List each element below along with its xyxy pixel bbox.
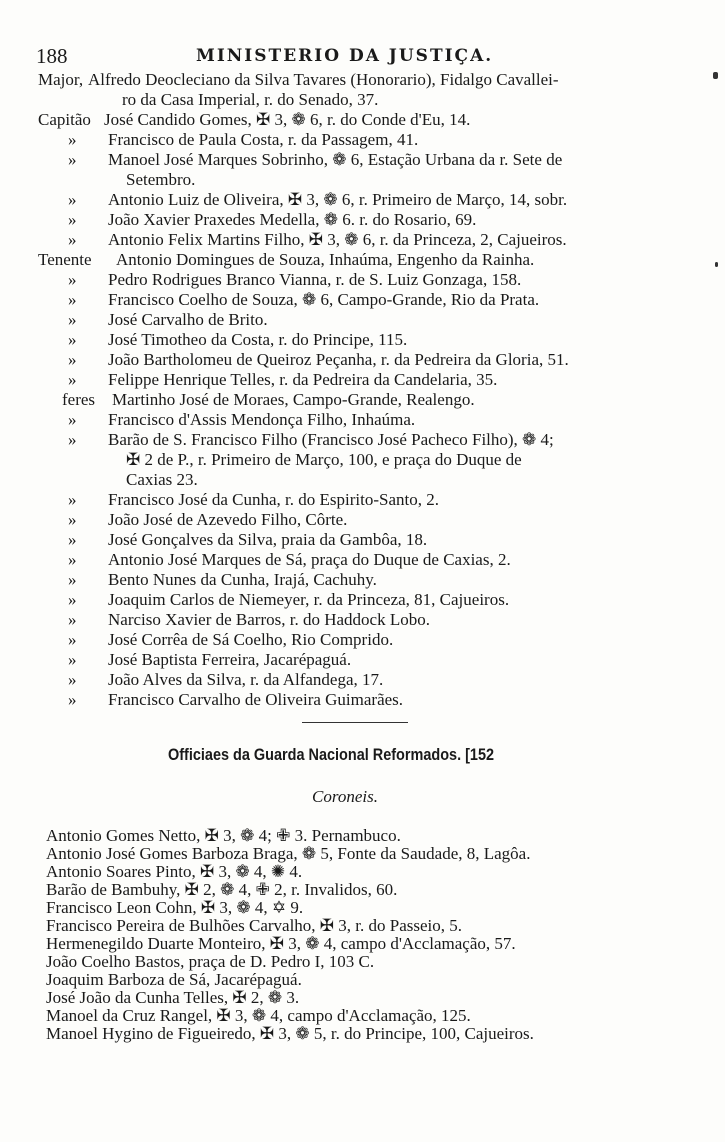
rank-label: » <box>68 550 77 569</box>
officer-entry: José Timotheo da Costa, r. do Principe, 115. <box>108 330 408 349</box>
scan-mark <box>713 72 718 79</box>
rank-label: » <box>68 410 77 429</box>
officer-entry: Barão de S. Francisco Filho (Francisco José Pacheco Filho), ❁ 4; <box>108 430 554 449</box>
coronel-entry: Manoel da Cruz Rangel, ✠ 3, ❁ 4, campo d'Acclamação, 125. <box>46 1006 471 1025</box>
officer-entry: José Corrêa de Sá Coelho, Rio Comprido. <box>108 630 394 649</box>
officer-entry: João Xavier Praxedes Medella, ❁ 6. r. do Rosario, 69. <box>108 210 477 229</box>
coronel-entry: João Coelho Bastos, praça de D. Pedro I, 103 C. <box>46 952 375 971</box>
officer-entry: Antonio José Marques de Sá, praça do Duque de Caxias, 2. <box>108 550 511 569</box>
coronel-entry: Joaquim Barboza de Sá, Jacarépaguá. <box>46 970 302 989</box>
rank-label: » <box>68 610 77 629</box>
rank-label: Capitão <box>38 110 91 129</box>
officer-entry: Francisco José da Cunha, r. do Espirito-Santo, 2. <box>108 490 439 509</box>
rank-label: » <box>68 150 77 169</box>
officer-entry: Martinho José de Moraes, Campo-Grande, Realengo. <box>112 390 475 409</box>
coronel-entry: Antonio José Gomes Barboza Braga, ❁ 5, Fonte da Saudade, 8, Lagôa. <box>46 844 531 863</box>
rank-label: Tenente <box>38 250 92 269</box>
officer-entry: Francisco Coelho de Souza, ❁ 6, Campo-Grande, Rio da Prata. <box>108 290 540 309</box>
officer-entry: Antonio Felix Martins Filho, ✠ 3, ❁ 6, r. da Princeza, 2, Cajueiros. <box>108 230 567 249</box>
officer-entry: João Alves da Silva, r. da Alfandega, 17. <box>108 670 384 689</box>
officer-entry: Antonio Domingues de Souza, Inhaúma, Engenho da Rainha. <box>116 250 535 269</box>
rank-label: » <box>68 290 77 309</box>
officer-entry: Felippe Henrique Telles, r. da Pedreira da Candelaria, 35. <box>108 370 498 389</box>
officer-entry: Joaquim Carlos de Niemeyer, r. da Princeza, 81, Cajueiros. <box>108 590 510 609</box>
coronel-entry: Francisco Leon Cohn, ✠ 3, ❁ 4, ✡ 9. <box>46 898 304 917</box>
officer-entry-continuation: ✠ 2 de P., r. Primeiro de Março, 100, e praça do Duque de <box>126 450 522 469</box>
officer-entry-continuation: Setembro. <box>126 170 196 189</box>
officer-entry: João José de Azevedo Filho, Côrte. <box>108 510 348 529</box>
officer-entry: Narciso Xavier de Barros, r. do Haddock Lobo. <box>108 610 430 629</box>
rank-label: » <box>68 190 77 209</box>
rank-label: » <box>68 510 77 529</box>
officer-entry: Alfredo Deocleciano da Silva Tavares (Honorario), Fidalgo Cavallei- <box>88 70 559 89</box>
page-number: 188 <box>36 44 68 68</box>
rank-label: » <box>68 570 77 589</box>
rank-label: » <box>68 310 77 329</box>
section-divider <box>302 722 408 723</box>
rank-label: » <box>68 490 77 509</box>
running-title: MINISTERIO DA JUSTIÇA. <box>196 46 494 66</box>
officer-entry-continuation: ro da Casa Imperial, r. do Senado, 37. <box>122 90 379 109</box>
officer-entry-continuation: Caxias 23. <box>126 470 198 489</box>
section-subtitle: Coroneis. <box>312 787 378 806</box>
officer-entry: Pedro Rodrigues Branco Vianna, r. de S. Luiz Gonzaga, 158. <box>108 270 522 289</box>
officer-entry: José Gonçalves da Silva, praia da Gambôa, 18. <box>108 530 428 549</box>
coronel-entry: Hermenegildo Duarte Monteiro, ✠ 3, ❁ 4, campo d'Acclamação, 57. <box>46 934 516 953</box>
rank-label: » <box>68 330 77 349</box>
rank-label: » <box>68 630 77 649</box>
rank-label: » <box>68 130 77 149</box>
rank-label: » <box>68 430 77 449</box>
section-title: Officiaes da Guarda Nacional Reformados. [152 <box>168 745 495 764</box>
coronel-entry: Antonio Soares Pinto, ✠ 3, ❁ 4, ✺ 4. <box>46 862 303 881</box>
rank-label: » <box>68 210 77 229</box>
officer-entry: Francisco d'Assis Mendonça Filho, Inhaúma. <box>108 410 416 429</box>
scan-mark <box>715 262 718 267</box>
officer-entry: José Carvalho de Brito. <box>108 310 268 329</box>
rank-label: » <box>68 270 77 289</box>
officer-entry: José Candido Gomes, ✠ 3, ❁ 6, r. do Conde d'Eu, 14. <box>104 110 471 129</box>
rank-label: » <box>68 350 77 369</box>
officer-entry: Francisco de Paula Costa, r. da Passagem, 41. <box>108 130 419 149</box>
coronel-entry: José João da Cunha Telles, ✠ 2, ❁ 3. <box>46 988 300 1007</box>
officer-entry: Bento Nunes da Cunha, Irajá, Cachuhy. <box>108 570 377 589</box>
officer-entry: João Bartholomeu de Queiroz Peçanha, r. da Pedreira da Gloria, 51. <box>108 350 569 369</box>
coronel-entry: Barão de Bambuhy, ✠ 2, ❁ 4, ✙ 2, r. Invalidos, 60. <box>46 880 398 899</box>
officer-entry: Francisco Carvalho de Oliveira Guimarães. <box>108 690 404 709</box>
officer-entry: Antonio Luiz de Oliveira, ✠ 3, ❁ 6, r. Primeiro de Março, 14, sobr. <box>108 190 568 209</box>
rank-label: Major, <box>38 70 84 89</box>
officer-entry: José Baptista Ferreira, Jacarépaguá. <box>108 650 352 669</box>
rank-label: » <box>68 230 77 249</box>
rank-label: feres <box>62 390 96 409</box>
rank-label: » <box>68 650 77 669</box>
coronel-entry: Antonio Gomes Netto, ✠ 3, ❁ 4; ✙ 3. Pernambuco. <box>46 826 401 845</box>
rank-label: » <box>68 590 77 609</box>
officer-entry: Manoel José Marques Sobrinho, ❁ 6, Estação Urbana da r. Sete de <box>108 150 563 169</box>
rank-label: » <box>68 370 77 389</box>
coronel-entry: Francisco Pereira de Bulhões Carvalho, ✠ 3, r. do Passeio, 5. <box>46 916 463 935</box>
coronel-entry: Manoel Hygino de Figueiredo, ✠ 3, ❁ 5, r. do Principe, 100, Cajueiros. <box>46 1024 534 1043</box>
rank-label: » <box>68 530 77 549</box>
rank-label: » <box>68 690 77 709</box>
rank-label: » <box>68 670 77 689</box>
